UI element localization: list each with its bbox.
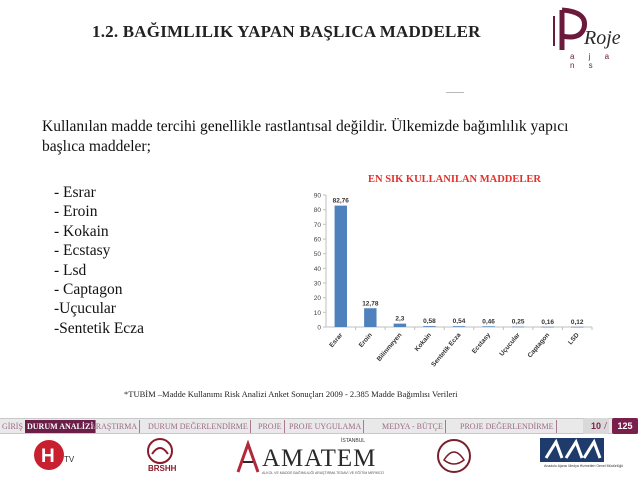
bar-value-label: 12,78 [362, 300, 379, 308]
y-tick-label: 10 [313, 309, 321, 317]
bar-value-label: 0,12 [570, 318, 584, 326]
nav-item-durum-analizi[interactable]: DURUM ANALİZİ [25, 420, 96, 433]
x-tick-label: Ecstasy [470, 331, 493, 356]
x-tick-label: Eroin [357, 331, 374, 350]
y-tick-label: 30 [313, 280, 321, 288]
list-item: - Kokain [54, 222, 109, 240]
decorative-line [446, 92, 464, 93]
anadolu-ajansi-logo-icon [540, 438, 624, 474]
chart-bar [423, 326, 435, 327]
y-tick-label: 40 [313, 265, 321, 273]
list-item: -Sentetik Ecza [54, 319, 144, 337]
chart-bar [571, 327, 583, 328]
proje-logo-icon [548, 6, 632, 70]
chart-title: EN SIK KULLANILAN MADDELER [368, 174, 541, 185]
chart-bar [394, 324, 406, 327]
nav-item-proje-degerlendirme[interactable]: PROJE DEĞERLENDİRME [458, 420, 557, 433]
intro-paragraph: Kullanılan madde tercihi genellikle rastlantısal değildir. Ülkemizde bağımlılık yapıcı başlıca maddeler; [42, 118, 569, 155]
list-item: - Ecstasy [54, 242, 111, 260]
bar-value-label: 2,3 [395, 315, 405, 323]
nav-item-proje[interactable]: PROJE [256, 420, 285, 433]
y-tick-label: 20 [313, 295, 321, 303]
page-total: 125 [612, 418, 638, 434]
bar-value-label: 0,25 [511, 318, 525, 326]
amatem-subtitle: ALKOL VE MADDE BAĞIMLILIĞI ARAŞTIRMA TEDAVİ VE EĞİTİM MERKEZİ [262, 471, 384, 475]
y-tick-label: 90 [313, 192, 321, 200]
bar-value-label: 0,58 [423, 318, 436, 326]
x-tick-label: Sentetik Ecza [430, 331, 463, 369]
svg-text:H: H [41, 446, 55, 467]
footnote: *TUBİM –Madde Kullanımı Risk Analizi Anket Sonuçları 2009 - 2.385 Madde Bağımlısı Verileri [124, 389, 458, 399]
bar-value-label: 82,76 [332, 197, 349, 205]
aa-subtitle: Anadolu Ajansı Medya Hizmetleri Genel Müdürlüğü [544, 464, 624, 468]
page-separator: / [604, 420, 608, 432]
x-tick-label: Kokain [413, 331, 433, 353]
nav-item-durum-degerlendirme[interactable]: DURUM DEĞERLENDİRME [146, 420, 251, 433]
y-tick-label: 0 [317, 324, 321, 332]
svg-text:TV: TV [64, 455, 75, 464]
list-item: - Lsd [54, 261, 87, 279]
amatem-name: AMATEM [262, 445, 377, 472]
list-item: - Esrar [54, 184, 96, 201]
h-tv-logo-icon [32, 438, 78, 472]
chart-bar [364, 308, 376, 327]
nav-item-medya-butce[interactable]: MEDYA - BÜTÇE [380, 420, 446, 433]
svg-text:Roje: Roje [584, 27, 621, 49]
bar-value-label: 0,54 [452, 318, 466, 326]
nav-item-proje-uygulama[interactable]: PROJE UYGULAMA [287, 420, 364, 433]
bar-value-label: 0,46 [482, 318, 495, 326]
x-tick-label: LSD [567, 331, 581, 347]
amatem-logo-icon [234, 438, 384, 476]
chart-bar [541, 327, 553, 328]
y-tick-label: 70 [313, 221, 321, 229]
chart-bar [335, 206, 347, 327]
section-nav-bar [0, 418, 638, 434]
y-tick-label: 80 [313, 207, 321, 215]
logo-subtext: a j a n s [570, 52, 616, 70]
x-tick-label: Captagon [526, 331, 552, 360]
x-tick-label: Bilinmeyen [375, 331, 404, 363]
chart-bar [482, 326, 494, 327]
list-item: - Captagon [54, 281, 123, 299]
amatem-city: İSTANBUL [341, 438, 366, 444]
bar-value-label: 0,16 [541, 318, 554, 326]
bar-chart [306, 187, 598, 373]
x-tick-label: Uçucular [498, 331, 522, 358]
y-tick-label: 50 [313, 251, 321, 259]
chart-bar [453, 326, 465, 327]
brshh-logo-icon [132, 438, 188, 476]
municipality-seal-icon [436, 438, 472, 474]
list-item: -Uçucular [54, 300, 116, 318]
nav-item-arastirma[interactable]: ARAŞTIRMA [88, 420, 140, 433]
slide-title: 1.2. BAĞIMLILIK YAPAN BAŞLICA MADDELER [92, 22, 481, 41]
nav-item-giris[interactable]: GİRİŞ [0, 420, 26, 433]
drug-list [54, 183, 144, 338]
page-current: 10 [583, 418, 609, 434]
chart-bar [512, 327, 524, 328]
x-tick-label: Esrar [328, 331, 345, 350]
list-item: - Eroin [54, 203, 98, 221]
brshh-label: BRSHH [148, 464, 177, 473]
y-tick-label: 60 [313, 236, 321, 244]
